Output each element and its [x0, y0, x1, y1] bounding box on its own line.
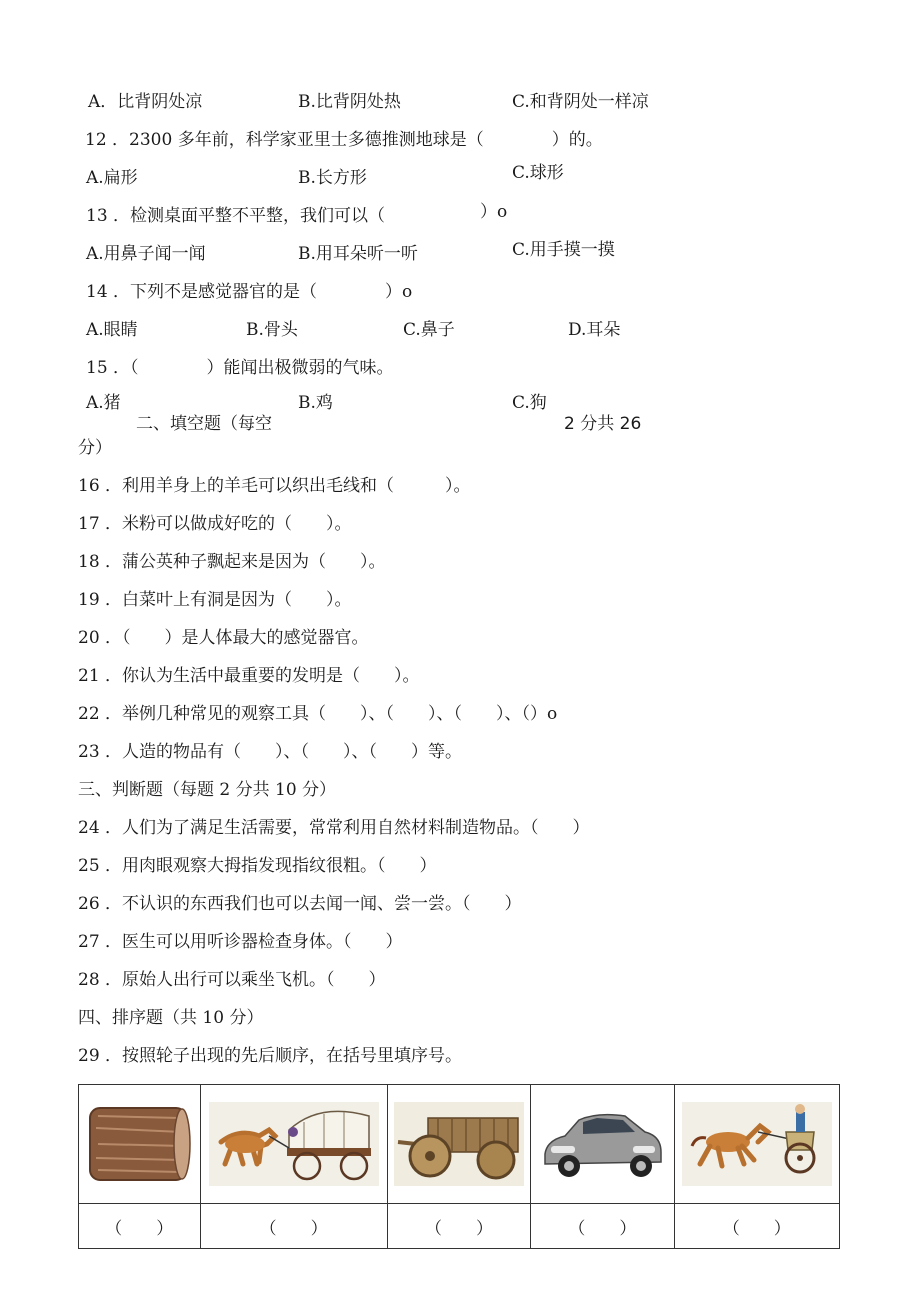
car-image — [537, 1102, 667, 1186]
q15-option-c: C.狗 — [512, 393, 547, 413]
q15-option-b: B.鸡 — [298, 393, 333, 413]
fill-question-23: 23 ．人造的物品有（ ）、（ ）、（ ）等。 — [78, 742, 463, 762]
section2-title: 二、填空题（每空 — [136, 414, 272, 434]
q12-option-b: B.长方形 — [298, 168, 367, 188]
judge-question-24: 24 ．人们为了满足生活需要，常常利用自然材料制造物品。（ ） — [78, 818, 590, 838]
judge-question-28: 28 ．原始人出行可以乘坐飞机。（ ） — [78, 970, 386, 990]
q13-stem: 13 ．检测桌面平整不平整，我们可以（ — [86, 206, 386, 226]
q14-option-a: A.眼睛 — [86, 320, 138, 340]
q12-option-a: A.扁形 — [86, 168, 138, 188]
chariot-cell — [674, 1085, 839, 1204]
section2-score: 2 分共 26 — [564, 414, 642, 434]
section3-title: 三、判断题（每题 2 分共 10 分） — [78, 780, 337, 800]
answer-blank-5[interactable]: （ ） — [674, 1204, 839, 1249]
q12-option-c: C.球形 — [512, 163, 564, 183]
q13-option-a: A.用鼻子闻一闻 — [86, 244, 206, 264]
q14-option-d: D.耳朵 — [568, 320, 621, 340]
fill-question-19: 19 ．白菜叶上有洞是因为（ ）。 — [78, 590, 352, 610]
horse-chariot-image — [682, 1102, 832, 1186]
q14-stem: 14 ．下列不是感觉器官的是（ ）o — [86, 282, 413, 302]
q11-option-b: B.比背阴处热 — [298, 92, 401, 112]
q13-option-b: B.用耳朵听一听 — [298, 244, 418, 264]
log-cell — [79, 1085, 201, 1204]
fill-question-18: 18 ．蒲公英种子飘起来是因为（ ）。 — [78, 552, 386, 572]
fill-question-16: 16 ．利用羊身上的羊毛可以织出毛线和（ ）。 — [78, 476, 471, 496]
q13-option-c: C.用手摸一摸 — [512, 240, 615, 260]
log-roller-image — [84, 1102, 194, 1186]
answer-blank-1[interactable]: （ ） — [79, 1204, 201, 1249]
q12-stem: 12 ．2300 多年前，科学家亚里士多德推测地球是（ ）的。 — [85, 130, 603, 150]
judge-question-25: 25 ．用肉眼观察大拇指发现指纹很粗。（ ） — [78, 856, 437, 876]
q29-stem: 29 ．按照轮子出现的先后顺序，在括号里填序号。 — [78, 1046, 463, 1066]
answer-blank-3[interactable]: （ ） — [387, 1204, 530, 1249]
q15-stem: 15 ．（ ）能闻出极微弱的气味。 — [86, 358, 394, 378]
fill-question-22: 22 ．举例几种常见的观察工具（ ）、（ ）、（ ）、（）o — [78, 704, 558, 724]
answer-blank-4[interactable]: （ ） — [531, 1204, 674, 1249]
answer-blank-2[interactable]: （ ） — [200, 1204, 387, 1249]
q14-option-b: B.骨头 — [246, 320, 298, 340]
judge-question-26: 26 ．不认识的东西我们也可以去闻一闻、尝一尝。（ ） — [78, 894, 522, 914]
car-cell — [531, 1085, 674, 1204]
wheel-order-table — [78, 1084, 840, 1249]
q11-option-a: A．比背阴处凉 — [88, 92, 203, 112]
wooden-cart-cell — [387, 1085, 530, 1204]
fill-question-17: 17 ．米粉可以做成好吃的（ ）。 — [78, 514, 352, 534]
covered-wagon-cell — [200, 1085, 387, 1204]
fill-question-20: 20 ．（ ）是人体最大的感觉器官。 — [78, 628, 369, 648]
q11-option-c: C.和背阴处一样凉 — [512, 92, 649, 112]
q15-option-a: A.猪 — [86, 393, 121, 413]
section4-title: 四、排序题（共 10 分） — [78, 1008, 264, 1028]
q14-option-c: C.鼻子 — [403, 320, 455, 340]
judge-question-27: 27 ．医生可以用听诊器检查身体。（ ） — [78, 932, 403, 952]
section2-tail: 分） — [78, 438, 112, 458]
wooden-cart-image — [394, 1102, 524, 1186]
q13-stem-end: ）o — [480, 202, 508, 222]
fill-question-21: 21 ．你认为生活中最重要的发明是（ ）。 — [78, 666, 420, 686]
horse-covered-wagon-image — [209, 1102, 379, 1186]
